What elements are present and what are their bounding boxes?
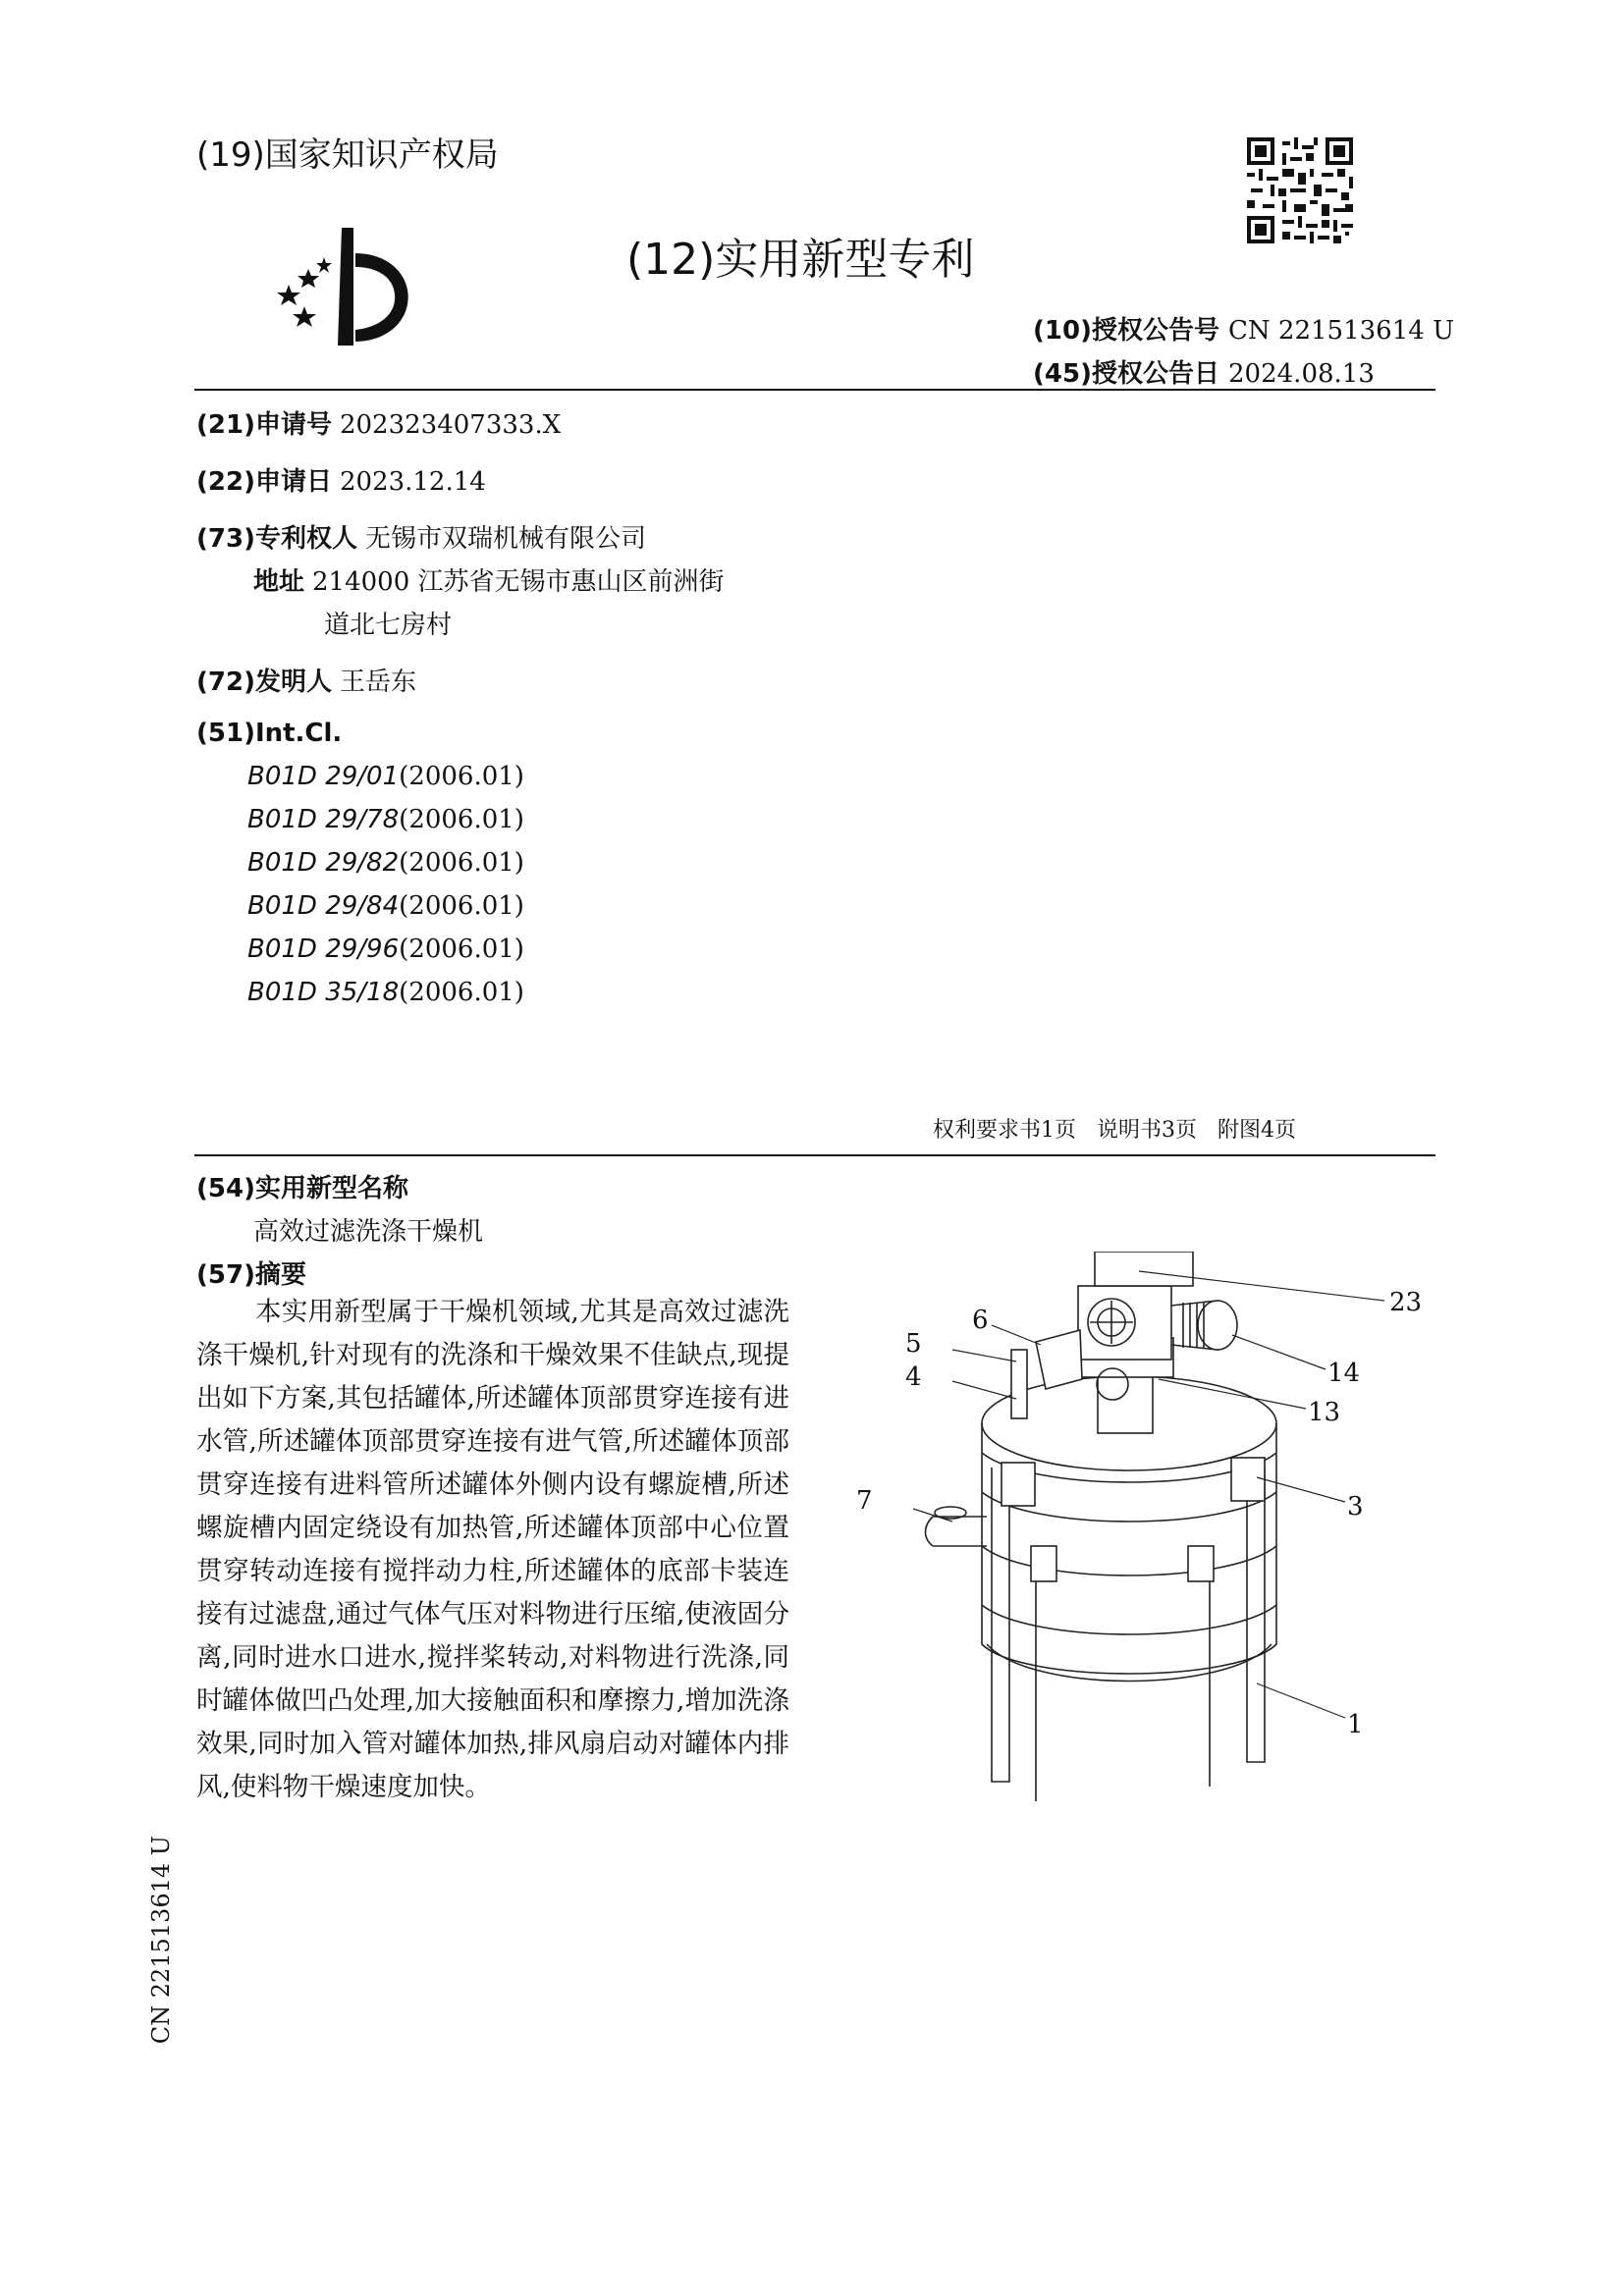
ipc-label: (51)Int.Cl. [196,719,343,748]
pub-date: 2024.08.13 [1228,359,1375,389]
figure-label-5: 5 [905,1329,922,1359]
ipc-code: B01D 29/01 [247,762,400,791]
application-number: 202323407333.X [339,410,562,440]
ipc-entry [247,934,524,964]
side-publication-number: CN 221513614 U [147,1836,175,2045]
filing-date-row [196,461,486,498]
ipc-version: (2006.01) [399,805,524,834]
ipc-version: (2006.01) [399,762,524,791]
application-number-label: (21)申请号 [196,410,332,440]
pub-number-label: (10)授权公告号 [1033,316,1219,346]
pub-date-label: (45)授权公告日 [1033,359,1219,389]
patentee: 无锡市双瑞机械有限公司 [364,524,646,554]
address-line-2: 道北七房村 [324,611,453,640]
figure-label-13: 13 [1308,1398,1341,1427]
page-counts: 权利要求书1页 说明书3页 附图4页 [933,1118,1296,1143]
document-kind: (12)实用新型专利 [626,235,975,285]
ipc-version: (2006.01) [399,891,524,921]
utility-model-title: 高效过滤洗涤干燥机 [253,1217,484,1247]
figure-label-1: 1 [1347,1710,1364,1739]
pub-date-row [1033,353,1375,390]
ipc-entry [247,891,524,921]
header-rule [194,389,1435,391]
ipc-code: B01D 29/78 [247,805,400,834]
office-name: (19)国家知识产权局 [196,135,499,175]
figure-label-14: 14 [1327,1359,1361,1388]
ipc-entry [247,805,524,834]
inventor: 王岳东 [339,667,416,697]
abstract-label: (57)摘要 [196,1260,306,1290]
ipc-entry [247,848,524,878]
filing-date-label: (22)申请日 [196,467,332,497]
figure-label-3: 3 [1347,1492,1364,1522]
figure-label-7: 7 [856,1486,873,1516]
ipc-code: B01D 29/82 [247,848,400,878]
figure-label-6: 6 [972,1306,989,1335]
inventor-row [196,662,416,698]
address-row [253,561,725,598]
figure-label-4: 4 [905,1362,922,1392]
cnipa-logo [265,224,422,349]
inventor-label: (72)发明人 [196,667,332,697]
patentee-label: (73)专利权人 [196,524,357,554]
ipc-code: B01D 35/18 [247,978,400,1007]
address-label: 地址 [253,567,305,597]
ipc-version: (2006.01) [399,978,524,1007]
ipc-version: (2006.01) [399,848,524,878]
abstract-text: 本实用新型属于干燥机领域,尤其是高效过滤洗涤干燥机,针对现有的洗涤和干燥效果不佳缺点,现提出如下方案,其包括罐体,所述罐体顶部贯穿连接有进水管,所述罐体顶部贯穿连接有进气管,所述罐体顶部贯穿连接有进料管所述罐体外侧内设有螺旋槽,所述螺旋槽内固定绕设有加热管,所述罐体顶部中心位置贯穿转动连接有搅拌动力柱,所述罐体的底部卡装连接有过滤盘,通过气体气压对料物进行压缩,使液固分离,同时进水口进水,搅拌桨转动,对料物进行洗涤,同时罐体做凹凸处理,加大接触面积和摩擦力,增加洗涤效果,同时加入管对罐体加热,排风扇启动对罐体内排风,使料物干燥速度加快。 [196,1297,789,1802]
filing-date: 2023.12.14 [339,467,486,497]
pub-number-row [1033,310,1454,347]
representative-drawing [844,1252,1453,1801]
qr-code [1247,137,1353,243]
pub-number: CN 221513614 U [1228,316,1454,346]
figure-label-23: 23 [1389,1288,1423,1317]
ipc-code: B01D 29/84 [247,891,400,921]
application-number-row [196,404,561,441]
ipc-version: (2006.01) [399,934,524,964]
ipc-entry [247,978,524,1007]
title-label: (54)实用新型名称 [196,1174,408,1203]
patentee-row [196,518,646,555]
section-rule [194,1154,1435,1156]
ipc-entry [247,762,524,791]
ipc-code: B01D 29/96 [247,934,400,964]
address-line-1: 214000 江苏省无锡市惠山区前洲街 [312,567,725,597]
